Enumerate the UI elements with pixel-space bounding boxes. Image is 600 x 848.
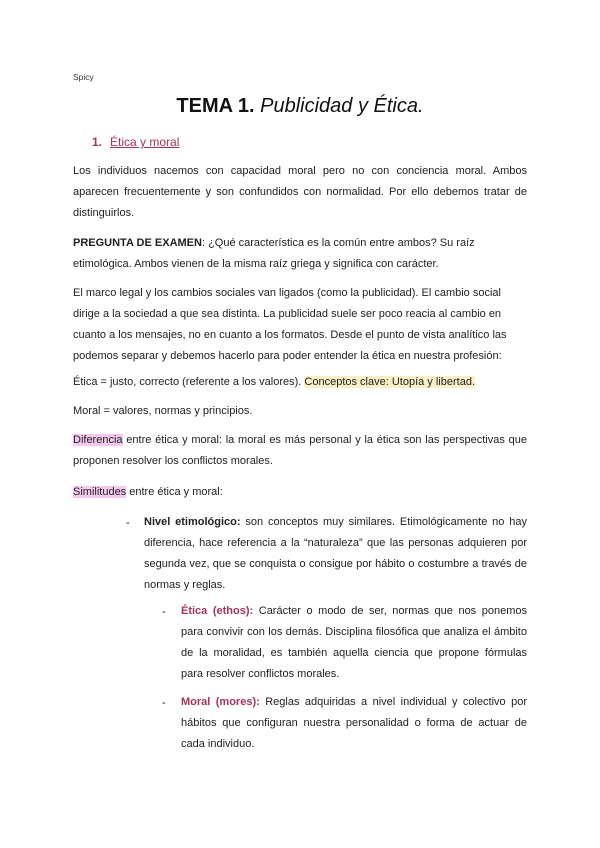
bullet-dash: - [162, 697, 166, 709]
paragraph-etica-definition [73, 372, 527, 393]
bullet-etica-label: Ética (ethos): [181, 605, 254, 617]
bullet-etymological-text: son conceptos muy similares. Etimológicamente no hay diferencia, hace referencia a la “naturaleza” que las personas adquieren por segunda vez, que se conquista o consigue por hábito o costumbre a través de normas y reglas. [144, 516, 527, 591]
title-bold: TEMA 1. [176, 95, 255, 117]
bullet-etica-text: Carácter o modo de ser, normas que nos ponemos para convivir con los demás. Disciplina filosófica que analiza el ámbito de la moralidad, es también aquella ciencia que propone fórmulas para resolver conflictos morales. [181, 605, 527, 680]
paragraph-intro: Los individuos nacemos con capacidad moral pero no con conciencia moral. Ambos aparecen frecuentemente y son confundidos con normalidad. Por ello debemos tratar de distinguirlos. [73, 165, 527, 219]
bullet-dash: - [162, 606, 166, 618]
difference-text: entre ética y moral: la moral es más personal y la ética son las perspectivas que proponen resolver los conflictos morales. [73, 434, 527, 467]
similarities-highlight: Similitudes [73, 486, 127, 498]
difference-highlight: Diferencia [73, 434, 123, 446]
similarities-text: entre ética y moral: [126, 486, 223, 498]
paragraph-difference [73, 430, 527, 472]
title-italic: Publicidad y Ética. [260, 95, 424, 117]
bullet-dash: - [126, 517, 130, 529]
section-number: 1. [92, 135, 103, 149]
exam-question-label: PREGUNTA DE EXAMEN [73, 237, 202, 249]
etica-definition-text: Ética = justo, correcto (referente a los valores). [73, 376, 305, 388]
section-title: Ética y moral [110, 135, 180, 149]
bullet-moral-mores [181, 692, 527, 755]
paragraph-legal-framework: El marco legal y los cambios sociales van ligados (como la publicidad). El cambio social dirige a la sociedad a que sea distinta. La publicidad suele ser poco reacia al cambio en cuanto a los mensajes, no en cuanto a los formatos. Desde el punto de vista analítico las podemos separar y debemos hacerlo para poder entender la ética en nuestra profesión: [73, 287, 507, 362]
bullet-etymological-label: Nivel etimológico: [144, 516, 241, 528]
section-heading [92, 135, 179, 149]
bullet-etymological-level [144, 512, 527, 596]
exam-question-text: : ¿Qué característica es la común entre ambos? Su raíz etimológica. Ambos vienen de la misma raíz griega y significa con carácter. [73, 237, 475, 270]
paragraph-moral-definition: Moral = valores, normas y principios. [73, 405, 253, 417]
page-title [0, 95, 600, 118]
bullet-moral-text: Reglas adquiridas a nivel individual y colectivo por hábitos que configuran nuestra personalidad o forma de actuar de cada individuo. [181, 696, 528, 750]
bullet-etica-ethos [181, 601, 527, 685]
paragraph-exam-question [73, 233, 527, 275]
bullet-moral-label: Moral (mores): [181, 696, 260, 708]
key-concepts-highlight: Conceptos clave: Utopía y libertad. [304, 376, 475, 388]
paragraph-similarities [73, 482, 527, 503]
header-label: Spicy [73, 72, 94, 82]
